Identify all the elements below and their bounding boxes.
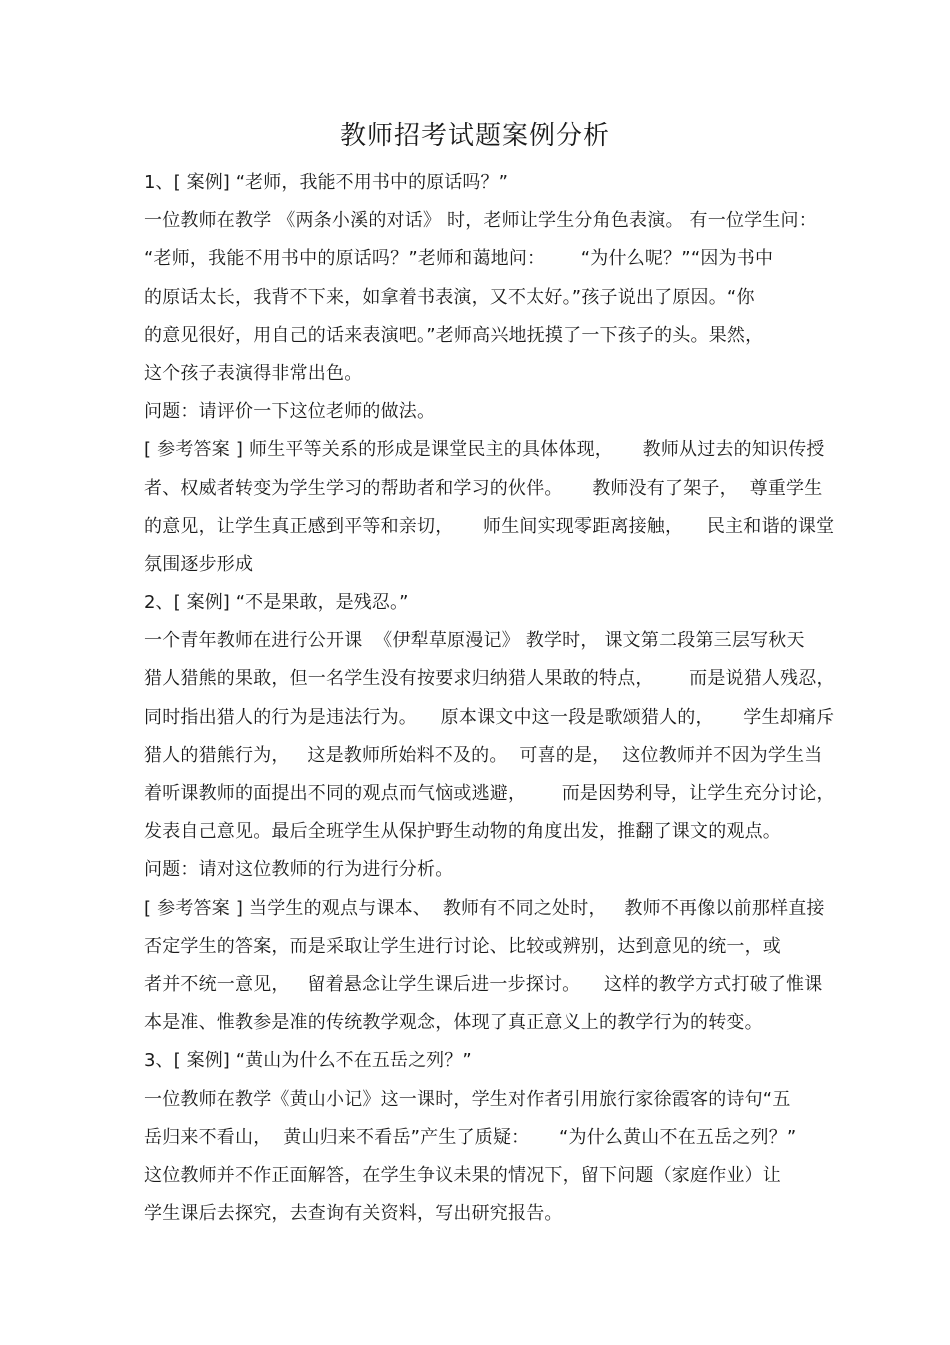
page-title: 教师招考试题案例分析 xyxy=(339,121,610,151)
text-line: 学生课后去探究，去查询有关资料，写出研究报告。 xyxy=(144,1203,563,1225)
text-line: 这位教师并不作正面解答，在学生争议未果的情况下，留下问题（家庭作业）让 xyxy=(144,1164,781,1186)
text-line: 一位教师在教学《黄山小记》这一课时，学生对作者引用旅行家徐霞客的诗句“五 xyxy=(144,1088,791,1110)
text-line: 者并不统一意见， 留着悬念让学生课后进一步探讨。 这样的教学方式打破了惟课 xyxy=(144,973,823,995)
text-line: 岳归来不看山， 黄山归来不看岳”产生了质疑： “为什么黄山不在五岳之列？” xyxy=(144,1126,797,1148)
text-line: 否定学生的答案，而是采取让学生进行讨论、比较或辨别，达到意见的统一，或 xyxy=(144,935,781,957)
text-line: 的原话太长，我背不下来，如拿着书表演，又不太好。”孩子说出了原因。“你 xyxy=(144,286,755,308)
case-2-heading: 2、[ 案例] “不是果敢，是残忍。” xyxy=(144,592,409,614)
text-line: 猎人的猎熊行为， 这是教师所始料不及的。 可喜的是， 这位教师并不因为学生当 xyxy=(144,744,823,766)
document-body xyxy=(144,164,835,1233)
text-line: 者、权威者转变为学生学习的帮助者和学习的伙伴。 教师没有了架子， 尊重学生 xyxy=(144,477,823,499)
case-3-heading: 3、[ 案例] “黄山为什么不在五岳之列？” xyxy=(144,1050,472,1072)
answer-2: [ 参考答案 ] 当学生的观点与课本、 教师有不同之处时， 教师不再像以前那样直接 xyxy=(144,897,825,919)
question-2: 问题：请对这位教师的行为进行分析。 xyxy=(144,859,454,881)
text-line: “老师，我能不用书中的原话吗？”老师和蔼地问： “为什么呢？”“因为书中 xyxy=(144,248,774,270)
text-line: 的意见，让学生真正感到平等和亲切， 师生间实现零距离接触， 民主和谐的课堂 xyxy=(144,515,835,537)
text-line: 这个孩子表演得非常出色。 xyxy=(144,362,363,384)
text-line: 氛围逐步形成 xyxy=(144,553,254,575)
text-line: 同时指出猎人的行为是违法行为。 原本课文中这一段是歌颂猎人的， 学生却痛斥 xyxy=(144,706,835,728)
question-1: 问题：请评价一下这位老师的做法。 xyxy=(144,401,436,423)
text-line: 着听课教师的面提出不同的观点而气恼或逃避， 而是因势利导，让学生充分讨论， xyxy=(144,783,835,804)
text-line: 的意见很好，用自己的话来表演吧。”老师高兴地抚摸了一下孩子的头。果然， xyxy=(144,324,764,346)
text-line: 一位教师在教学 《两条小溪的对话》 时，老师让学生分角色表演。 有一位学生问： xyxy=(144,210,817,232)
text-line: 本是准、惟教参是准的传统教学观念，体现了真正意义上的教学行为的转变。 xyxy=(144,1012,763,1034)
text-line: 一个青年教师在进行公开课 《伊犁草原漫记》 教学时， 课文第二段第三层写秋天 xyxy=(144,630,805,652)
text-line: 发表自己意见。最后全班学生从保护野生动物的角度出发，推翻了课文的观点。 xyxy=(144,821,781,843)
case-1-heading: 1、[ 案例] “老师，我能不用书中的原话吗？” xyxy=(144,172,508,193)
answer-1: [ 参考答案 ] 师生平等关系的形成是课堂民主的具体体现， 教师从过去的知识传授 xyxy=(144,439,825,461)
text-line: 猎人猎熊的果敢，但一名学生没有按要求归纳猎人果敢的特点， 而是说猎人残忍， xyxy=(144,668,835,690)
